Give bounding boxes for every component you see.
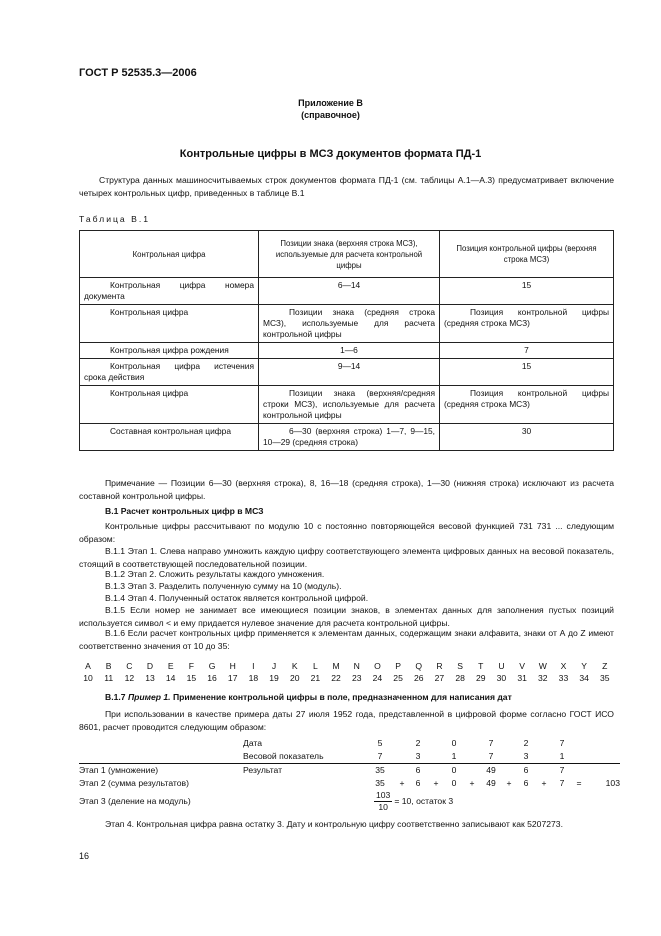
b16-text: В.1.6 Если расчет контрольных цифр применяется к элементам данных, содержащим знаки алфавита, знаки от А до Z имеют соответственно значения от 10 до 35: xyxy=(79,628,614,651)
alphabet-value: 12 xyxy=(124,673,135,683)
sum-row xyxy=(79,777,620,790)
step1-label: Этап 1 (умножение) xyxy=(79,765,159,775)
table-cell: Позиции знака (верхняя/средняя строки МСЗ), используемые для расчета контрольной цифры xyxy=(259,386,440,424)
step-b16 xyxy=(79,627,614,652)
alphabet-value: 27 xyxy=(434,673,445,683)
step4-paragraph xyxy=(79,818,614,831)
result-value: 6 xyxy=(523,765,529,775)
date-label: Дата xyxy=(243,738,263,748)
step-b11 xyxy=(79,545,614,570)
table-cell: 1—6 xyxy=(259,343,440,359)
alphabet-value: 34 xyxy=(579,673,589,683)
appendix-title: Приложение В xyxy=(298,98,363,108)
sum-term: 49 xyxy=(486,778,496,788)
b17-example-label: Пример 1. xyxy=(127,692,171,702)
alphabet-letter: N xyxy=(353,661,360,671)
alphabet-letter: P xyxy=(395,661,401,671)
table-cell: 15 xyxy=(440,278,614,305)
table-cell: Контрольная цифра номера документа xyxy=(80,278,259,305)
table-cell: 7 xyxy=(440,343,614,359)
alphabet-letter: T xyxy=(478,661,484,671)
table-note xyxy=(79,477,614,502)
numerator: 103 xyxy=(376,790,391,800)
weight-digit: 7 xyxy=(368,750,392,764)
sum-term: 6 xyxy=(415,778,421,788)
intro-text: Структура данных машиносчитываемых строк документов формата ПД-1 (см. таблицы А.1—А.3) предусматривает включение четырех контрольных цифр, приведенных в таблице В.1 xyxy=(79,175,614,198)
weight-digit: 1 xyxy=(448,750,460,764)
alphabet-value: 24 xyxy=(372,673,383,683)
sum-term: 35 xyxy=(375,778,385,788)
section-title: Контрольные цифры в МСЗ документов формата ПД-1 xyxy=(179,148,482,160)
alphabet-letter: B xyxy=(105,661,112,671)
appendix-subtitle: (справочное) xyxy=(301,110,360,120)
table-header-cell: Позиции знака (верхняя строка МСЗ), используемые для расчета контрольной цифры xyxy=(259,231,440,278)
table-cell: 15 xyxy=(440,359,614,386)
alphabet-letter: Z xyxy=(602,661,608,671)
table-cell: Позиции знака (средняя строка МСЗ), используемые для расчета контрольной цифры xyxy=(259,305,440,343)
alphabet-letter: V xyxy=(519,661,525,671)
table-cell: Контрольная цифра рождения xyxy=(80,343,259,359)
date-digit: 2 xyxy=(415,738,421,748)
table-row xyxy=(80,278,614,305)
section-b17-text xyxy=(79,708,614,733)
weight-digit: 3 xyxy=(520,750,532,764)
plus-sign: + xyxy=(541,778,547,788)
alphabet-letter: Q xyxy=(415,661,423,671)
result-value: 0 xyxy=(451,765,457,775)
alphabet-value: 26 xyxy=(413,673,424,683)
division-row xyxy=(79,790,620,813)
table-row xyxy=(80,359,614,386)
intro-paragraph xyxy=(79,174,614,199)
alphabet-value: 21 xyxy=(310,673,321,683)
plus-sign: + xyxy=(469,778,475,788)
table-header-row xyxy=(80,231,614,278)
sum-value: 103 xyxy=(605,778,620,788)
table-cell: 6—30 (верхняя строка) 1—7, 9—15, 10—29 (средняя строка) xyxy=(259,424,440,451)
equals-sign: = xyxy=(576,778,582,788)
result-value: 7 xyxy=(559,765,565,775)
b17-heading: Применение контрольной цифры в поле, предназначенном для написания дат xyxy=(172,692,512,702)
result-row xyxy=(79,764,620,778)
weight-digit: 3 xyxy=(412,750,424,764)
alphabet-letter: J xyxy=(271,661,277,671)
alphabet-value: 10 xyxy=(83,673,93,683)
date-example-table xyxy=(79,737,620,813)
date-digit: 2 xyxy=(523,738,529,748)
step3-label: Этап 3 (деление на модуль) xyxy=(79,796,191,806)
values-row xyxy=(79,672,614,684)
date-digit: 7 xyxy=(488,738,494,748)
alphabet-value: 30 xyxy=(496,673,507,683)
table-row xyxy=(80,343,614,359)
alphabet-value: 32 xyxy=(538,673,548,683)
b17-number: В.1.7 xyxy=(105,692,126,702)
letters-row xyxy=(79,660,614,672)
table-cell: 30 xyxy=(440,424,614,451)
check-digit-table xyxy=(79,230,614,451)
result-value: 49 xyxy=(486,765,496,775)
b17-paragraph: При использовании в качестве примера даты 27 июля 1952 года, представленной в цифровой форме согласно ГОСТ ИСО 8601, расчет проводится следующим образом: xyxy=(79,709,614,732)
alphabet-letter: S xyxy=(457,661,463,671)
date-digit: 7 xyxy=(559,738,565,748)
division-expression xyxy=(368,790,620,813)
alphabet-letter: U xyxy=(498,661,505,671)
division-result: = 10, остаток 3 xyxy=(394,795,454,806)
table-header-cell: Позиция контрольной цифры (верхняя строка МСЗ) xyxy=(440,231,614,278)
sum-term: 6 xyxy=(523,778,529,788)
alphabet-values xyxy=(79,660,614,684)
result-value: 6 xyxy=(415,765,421,775)
table-header-cell: Контрольная цифра xyxy=(80,231,259,278)
date-digit: 0 xyxy=(451,738,457,748)
alphabet-letter: O xyxy=(374,661,381,671)
alphabet-value: 11 xyxy=(104,673,114,683)
fraction xyxy=(374,790,392,813)
section-b1-title: В.1 Расчет контрольных цифр в МСЗ xyxy=(105,506,264,516)
table-cell: Позиция контрольной цифры (средняя строка МСЗ) xyxy=(440,386,614,424)
alphabet-value: 18 xyxy=(248,673,259,683)
b1-paragraph: Контрольные цифры рассчитывают по модулю 10 с постоянно повторяющейся весовой функцией 731 731 ... следующим образом: xyxy=(79,521,614,544)
sum-term: 0 xyxy=(451,778,457,788)
alphabet-letter: L xyxy=(313,661,318,671)
result-value: 35 xyxy=(375,765,385,775)
alphabet-value: 29 xyxy=(475,673,486,683)
table-cell: Контрольная цифра xyxy=(80,305,259,343)
step2-label: Этап 2 (сумма результатов) xyxy=(79,778,189,788)
table-cell: Контрольная цифра истечения срока действия xyxy=(80,359,259,386)
alphabet-value: 35 xyxy=(600,673,610,683)
alphabet-letter: F xyxy=(188,661,194,671)
table-cell: 6—14 xyxy=(259,278,440,305)
section-b1-text xyxy=(79,520,614,545)
table-row xyxy=(80,305,614,343)
b15-text: В.1.5 Если номер не занимает все имеющиеся позиции знаков, в элементах данных для заполнения пустых позиций используется символ < и ему придается нулевое значение для расчета контрольной цифры. xyxy=(79,605,614,628)
alphabet-value: 15 xyxy=(186,673,197,683)
b11-text: В.1.1 Этап 1. Слева направо умножить каждую цифру соответствующего элемента цифровых данных на весовой показатель, стоящий в соответствующей последовательной позиции. xyxy=(79,546,614,569)
weight-label: Весовой показатель xyxy=(243,751,324,761)
alphabet-value: 16 xyxy=(207,673,217,683)
document-header: ГОСТ Р 52535.3—2006 xyxy=(79,67,197,79)
alphabet-letter: E xyxy=(167,661,174,671)
plus-sign: + xyxy=(433,778,439,788)
weight-digit: 1 xyxy=(556,750,568,764)
weight-digit: 7 xyxy=(484,750,498,764)
step-b12: В.1.2 Этап 2. Сложить результаты каждого умножения. xyxy=(105,569,325,579)
alphabet-letter: Y xyxy=(581,661,587,671)
table-row xyxy=(80,386,614,424)
result-label: Результат xyxy=(243,765,283,775)
sum-term: 7 xyxy=(559,778,565,788)
weight-row xyxy=(79,750,620,764)
alphabet-value: 19 xyxy=(269,673,279,683)
alphabet-letter: K xyxy=(291,661,298,671)
alphabet-value: 14 xyxy=(165,673,176,683)
table-caption: Таблица В.1 xyxy=(79,214,150,224)
alphabet-letter: C xyxy=(126,661,133,671)
table-row xyxy=(80,424,614,451)
date-row xyxy=(79,737,620,750)
alphabet-letter: H xyxy=(229,661,236,671)
alphabet-value: 28 xyxy=(455,673,465,683)
table-cell: Позиция контрольной цифры (средняя строка МСЗ) xyxy=(440,305,614,343)
alphabet-value: 31 xyxy=(517,673,527,683)
date-digit: 5 xyxy=(377,738,383,748)
alphabet-value: 33 xyxy=(558,673,569,683)
alphabet-letter: W xyxy=(538,661,547,671)
table-cell: 9—14 xyxy=(259,359,440,386)
alphabet-value: 22 xyxy=(331,673,341,683)
alphabet-value: 17 xyxy=(227,673,238,683)
table-cell: Контрольная цифра xyxy=(80,386,259,424)
plus-sign: + xyxy=(506,778,512,788)
alphabet-letter: A xyxy=(85,661,91,671)
alphabet-value: 13 xyxy=(145,673,155,683)
step4-text: Этап 4. Контрольная цифра равна остатку 3. Дату и контрольную цифру соответственно записывают как 5207273. xyxy=(105,819,563,829)
note-text: Примечание — Позиции 6—30 (верхняя строка), 8, 16—18 (средняя строка), 1—30 (нижняя строка) исключают из расчета составной контрольной цифры. xyxy=(79,478,614,501)
alphabet-letter: D xyxy=(146,661,154,671)
step-b13: В.1.3 Этап 3. Разделить полученную сумму на 10 (модуль). xyxy=(105,581,342,591)
section-b17-title xyxy=(79,691,614,704)
alphabet-value: 25 xyxy=(393,673,403,683)
page-number: 16 xyxy=(79,851,90,861)
alphabet-letter: R xyxy=(436,661,443,671)
alphabet-letter: G xyxy=(208,661,216,671)
step-b14: В.1.4 Этап 4. Полученный остаток является контрольной цифрой. xyxy=(105,593,369,603)
step-b15 xyxy=(79,604,614,629)
alphabet-letter: M xyxy=(332,661,340,671)
alphabet-letter: X xyxy=(560,661,567,671)
plus-sign: + xyxy=(399,778,405,788)
alphabet-value: 23 xyxy=(351,673,362,683)
alphabet-value: 20 xyxy=(289,673,300,683)
denominator: 10 xyxy=(378,802,388,812)
alphabet-letter: I xyxy=(252,661,255,671)
table-cell: Составная контрольная цифра xyxy=(80,424,259,451)
